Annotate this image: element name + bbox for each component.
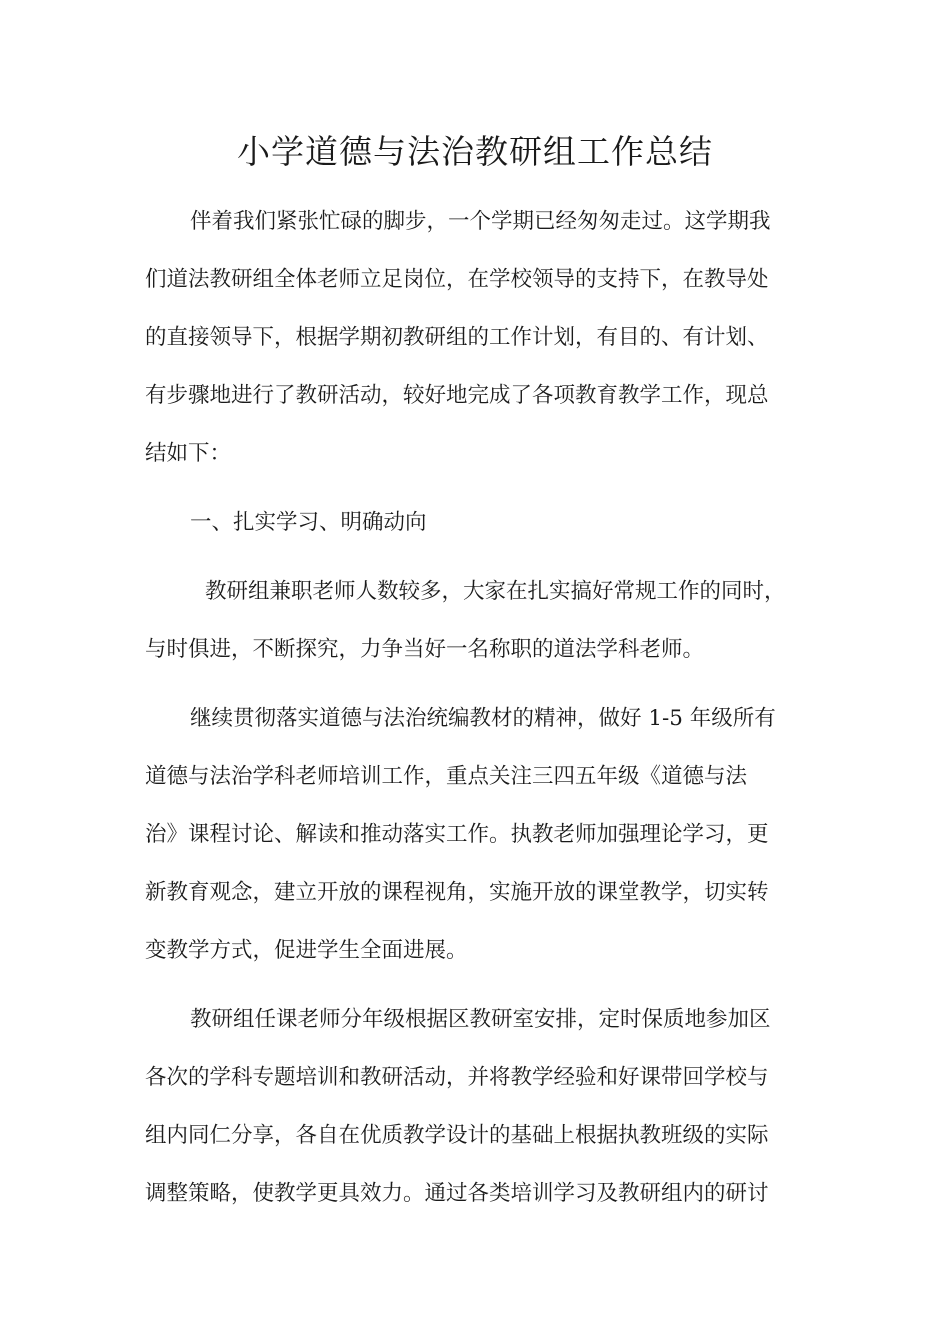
- paragraph-line: 教研组兼职老师人数较多，大家在扎实搞好常规工作的同时，: [205, 579, 786, 604]
- paragraph-line: 伴着我们紧张忙碌的脚步，一个学期已经匆匆走过。这学期我: [190, 209, 771, 234]
- paragraph-line: 新教育观念，建立开放的课程视角，实施开放的课堂教学，切实转: [145, 880, 769, 905]
- paragraph-line: 治》课程讨论、解读和推动落实工作。执教老师加强理论学习，更: [145, 822, 769, 847]
- paragraph-line: 继续贯彻落实道德与法治统编教材的精神，做好 1-5 年级所有: [190, 706, 776, 731]
- paragraph-line: 有步骤地进行了教研活动，较好地完成了各项教育教学工作，现总: [145, 383, 769, 408]
- paragraph-line: 组内同仁分享，各自在优质教学设计的基础上根据执教班级的实际: [145, 1123, 769, 1148]
- paragraph-line: 们道法教研组全体老师立足岗位，在学校领导的支持下，在教导处: [145, 267, 769, 292]
- paragraph-line: 的直接领导下，根据学期初教研组的工作计划，有目的、有计划、: [145, 325, 769, 350]
- paragraph-line: 教研组任课老师分年级根据区教研室安排，定时保质地参加区: [190, 1007, 771, 1032]
- paragraph-line: 调整策略，使教学更具效力。通过各类培训学习及教研组内的研讨: [145, 1181, 769, 1206]
- paragraph-line: 变教学方式，促进学生全面进展。: [145, 938, 468, 963]
- paragraph-line: 与时俱进，不断探究，力争当好一名称职的道法学科老师。: [145, 637, 705, 662]
- paragraph-line: 各次的学科专题培训和教研活动，并将教学经验和好课带回学校与: [145, 1065, 769, 1090]
- paragraph-line: 结如下：: [145, 441, 232, 466]
- section-heading: 一、扎实学习、明确动向: [190, 510, 427, 535]
- paragraph-line: 道德与法治学科老师培训工作，重点关注三四五年级《道德与法: [145, 764, 748, 789]
- document-title: 小学道德与法治教研组工作总结: [237, 132, 713, 171]
